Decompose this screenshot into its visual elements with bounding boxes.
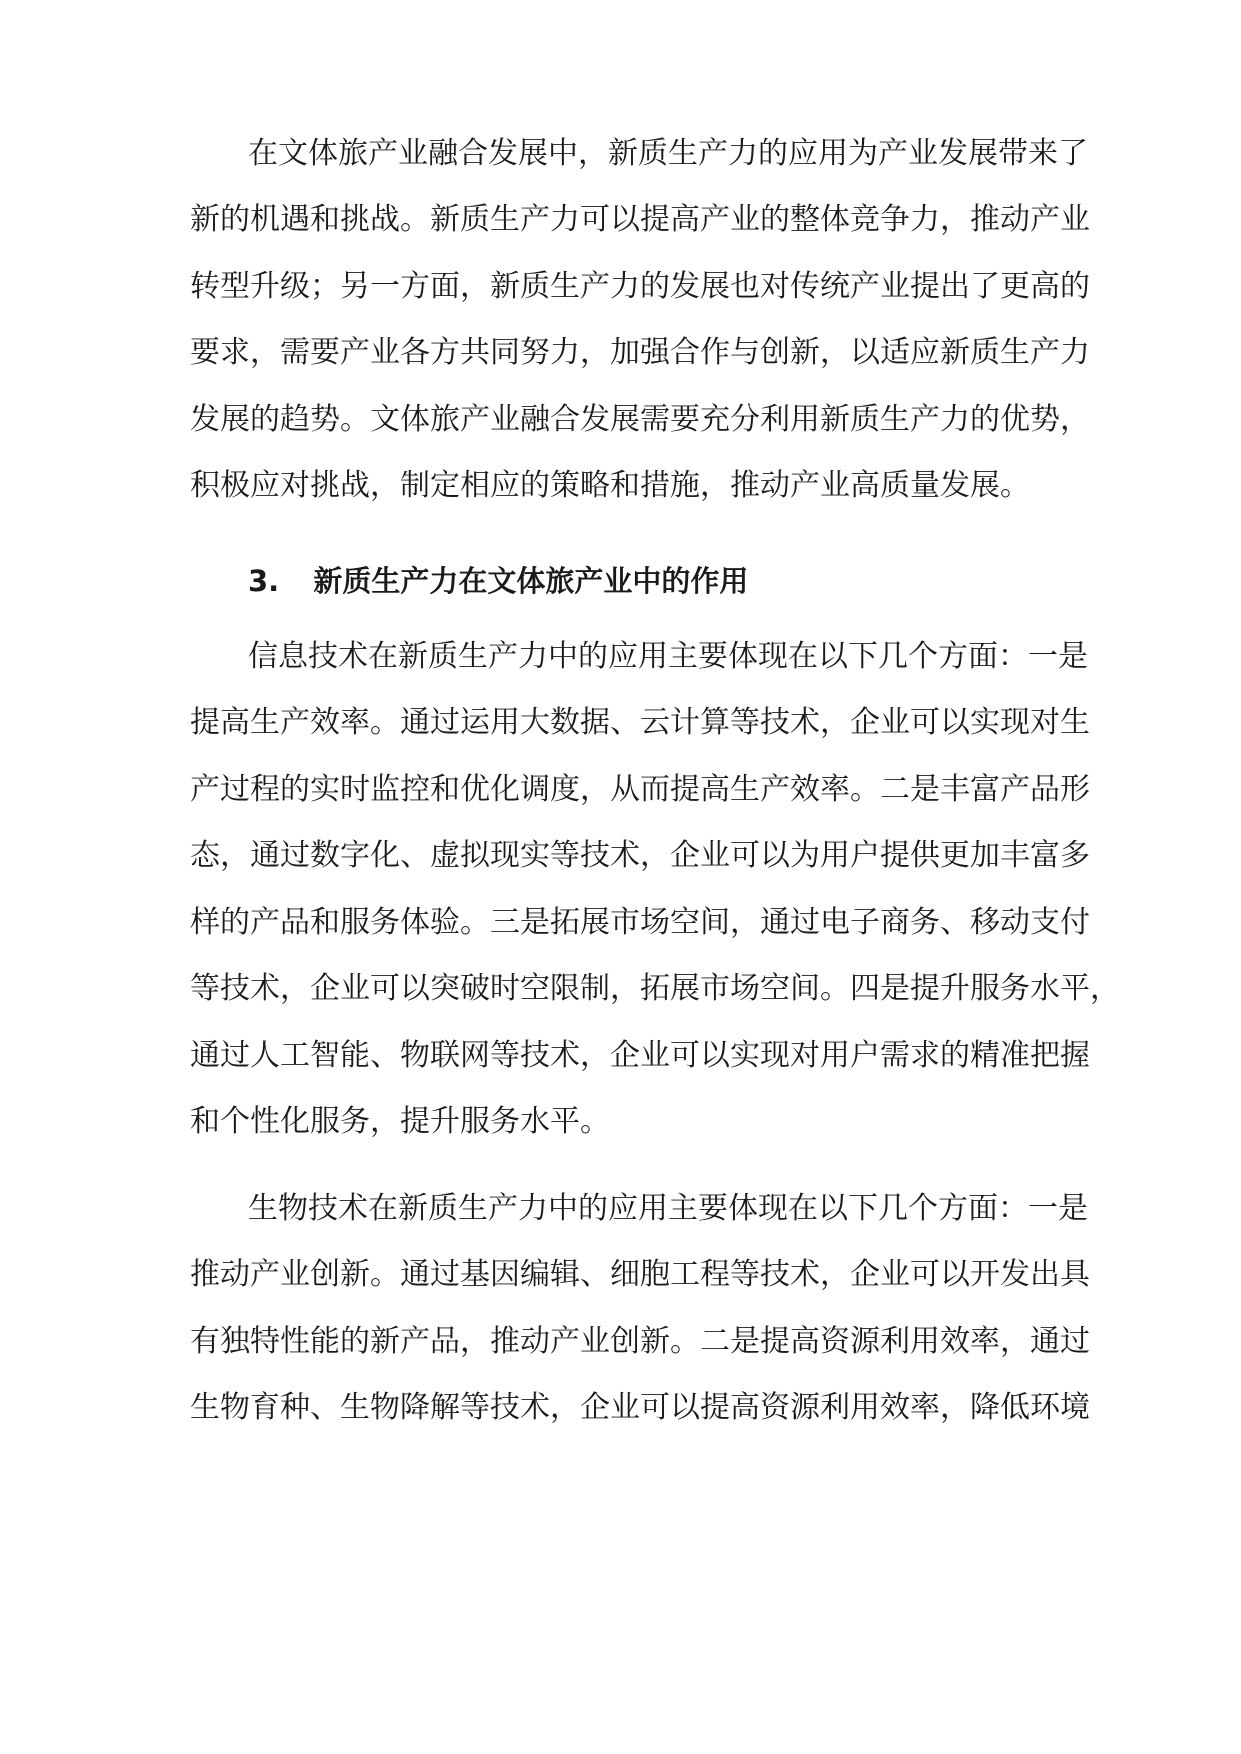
paragraph-2-line-2: 提高生产效率。通过运用大数据、云计算等技术，企业可以实现对生 (190, 705, 1090, 740)
section-heading (248, 564, 748, 598)
section-number: 3. (248, 564, 280, 598)
paragraph-2-line-8: 和个性化服务，提升服务水平。 (190, 1104, 610, 1139)
paragraph-2-line-3: 产过程的实时监控和优化调度，从而提高生产效率。二是丰富产品形 (190, 772, 1090, 807)
paragraph-1-line-5: 发展的趋势。文体旅产业融合发展需要充分利用新质生产力的优势， (190, 402, 1090, 437)
paragraph-1-line-2: 新的机遇和挑战。新质生产力可以提高产业的整体竞争力，推动产业 (190, 202, 1090, 237)
paragraph-1-line-3: 转型升级；另一方面，新质生产力的发展也对传统产业提出了更高的 (190, 269, 1090, 304)
paragraph-2-line-5: 样的产品和服务体验。三是拓展市场空间，通过电子商务、移动支付 (190, 905, 1090, 940)
paragraph-2-line-1: 信息技术在新质生产力中的应用主要体现在以下几个方面：一是 (248, 639, 1088, 674)
paragraph-3-line-2: 推动产业创新。通过基因编辑、细胞工程等技术，企业可以开发出具 (190, 1257, 1090, 1292)
paragraph-2-line-4: 态，通过数字化、虚拟现实等技术，企业可以为用户提供更加丰富多 (190, 838, 1090, 873)
paragraph-2-line-6: 等技术，企业可以突破时空限制，拓展市场空间。四是提升服务水平， (190, 971, 1120, 1006)
paragraph-1-line-6: 积极应对挑战，制定相应的策略和措施，推动产业高质量发展。 (190, 468, 1030, 503)
paragraph-3-line-1: 生物技术在新质生产力中的应用主要体现在以下几个方面：一是 (248, 1191, 1088, 1226)
paragraph-3-line-4: 生物育种、生物降解等技术，企业可以提高资源利用效率，降低环境 (190, 1390, 1090, 1425)
paragraph-1-line-1: 在文体旅产业融合发展中，新质生产力的应用为产业发展带来了 (248, 136, 1088, 171)
paragraph-1-line-4: 要求，需要产业各方共同努力，加强合作与创新，以适应新质生产力 (190, 335, 1090, 370)
section-title: 新质生产力在文体旅产业中的作用 (313, 564, 749, 598)
paragraph-2-line-7: 通过人工智能、物联网等技术，企业可以实现对用户需求的精准把握 (190, 1038, 1090, 1073)
paragraph-3-line-3: 有独特性能的新产品，推动产业创新。二是提高资源利用效率，通过 (190, 1324, 1090, 1359)
